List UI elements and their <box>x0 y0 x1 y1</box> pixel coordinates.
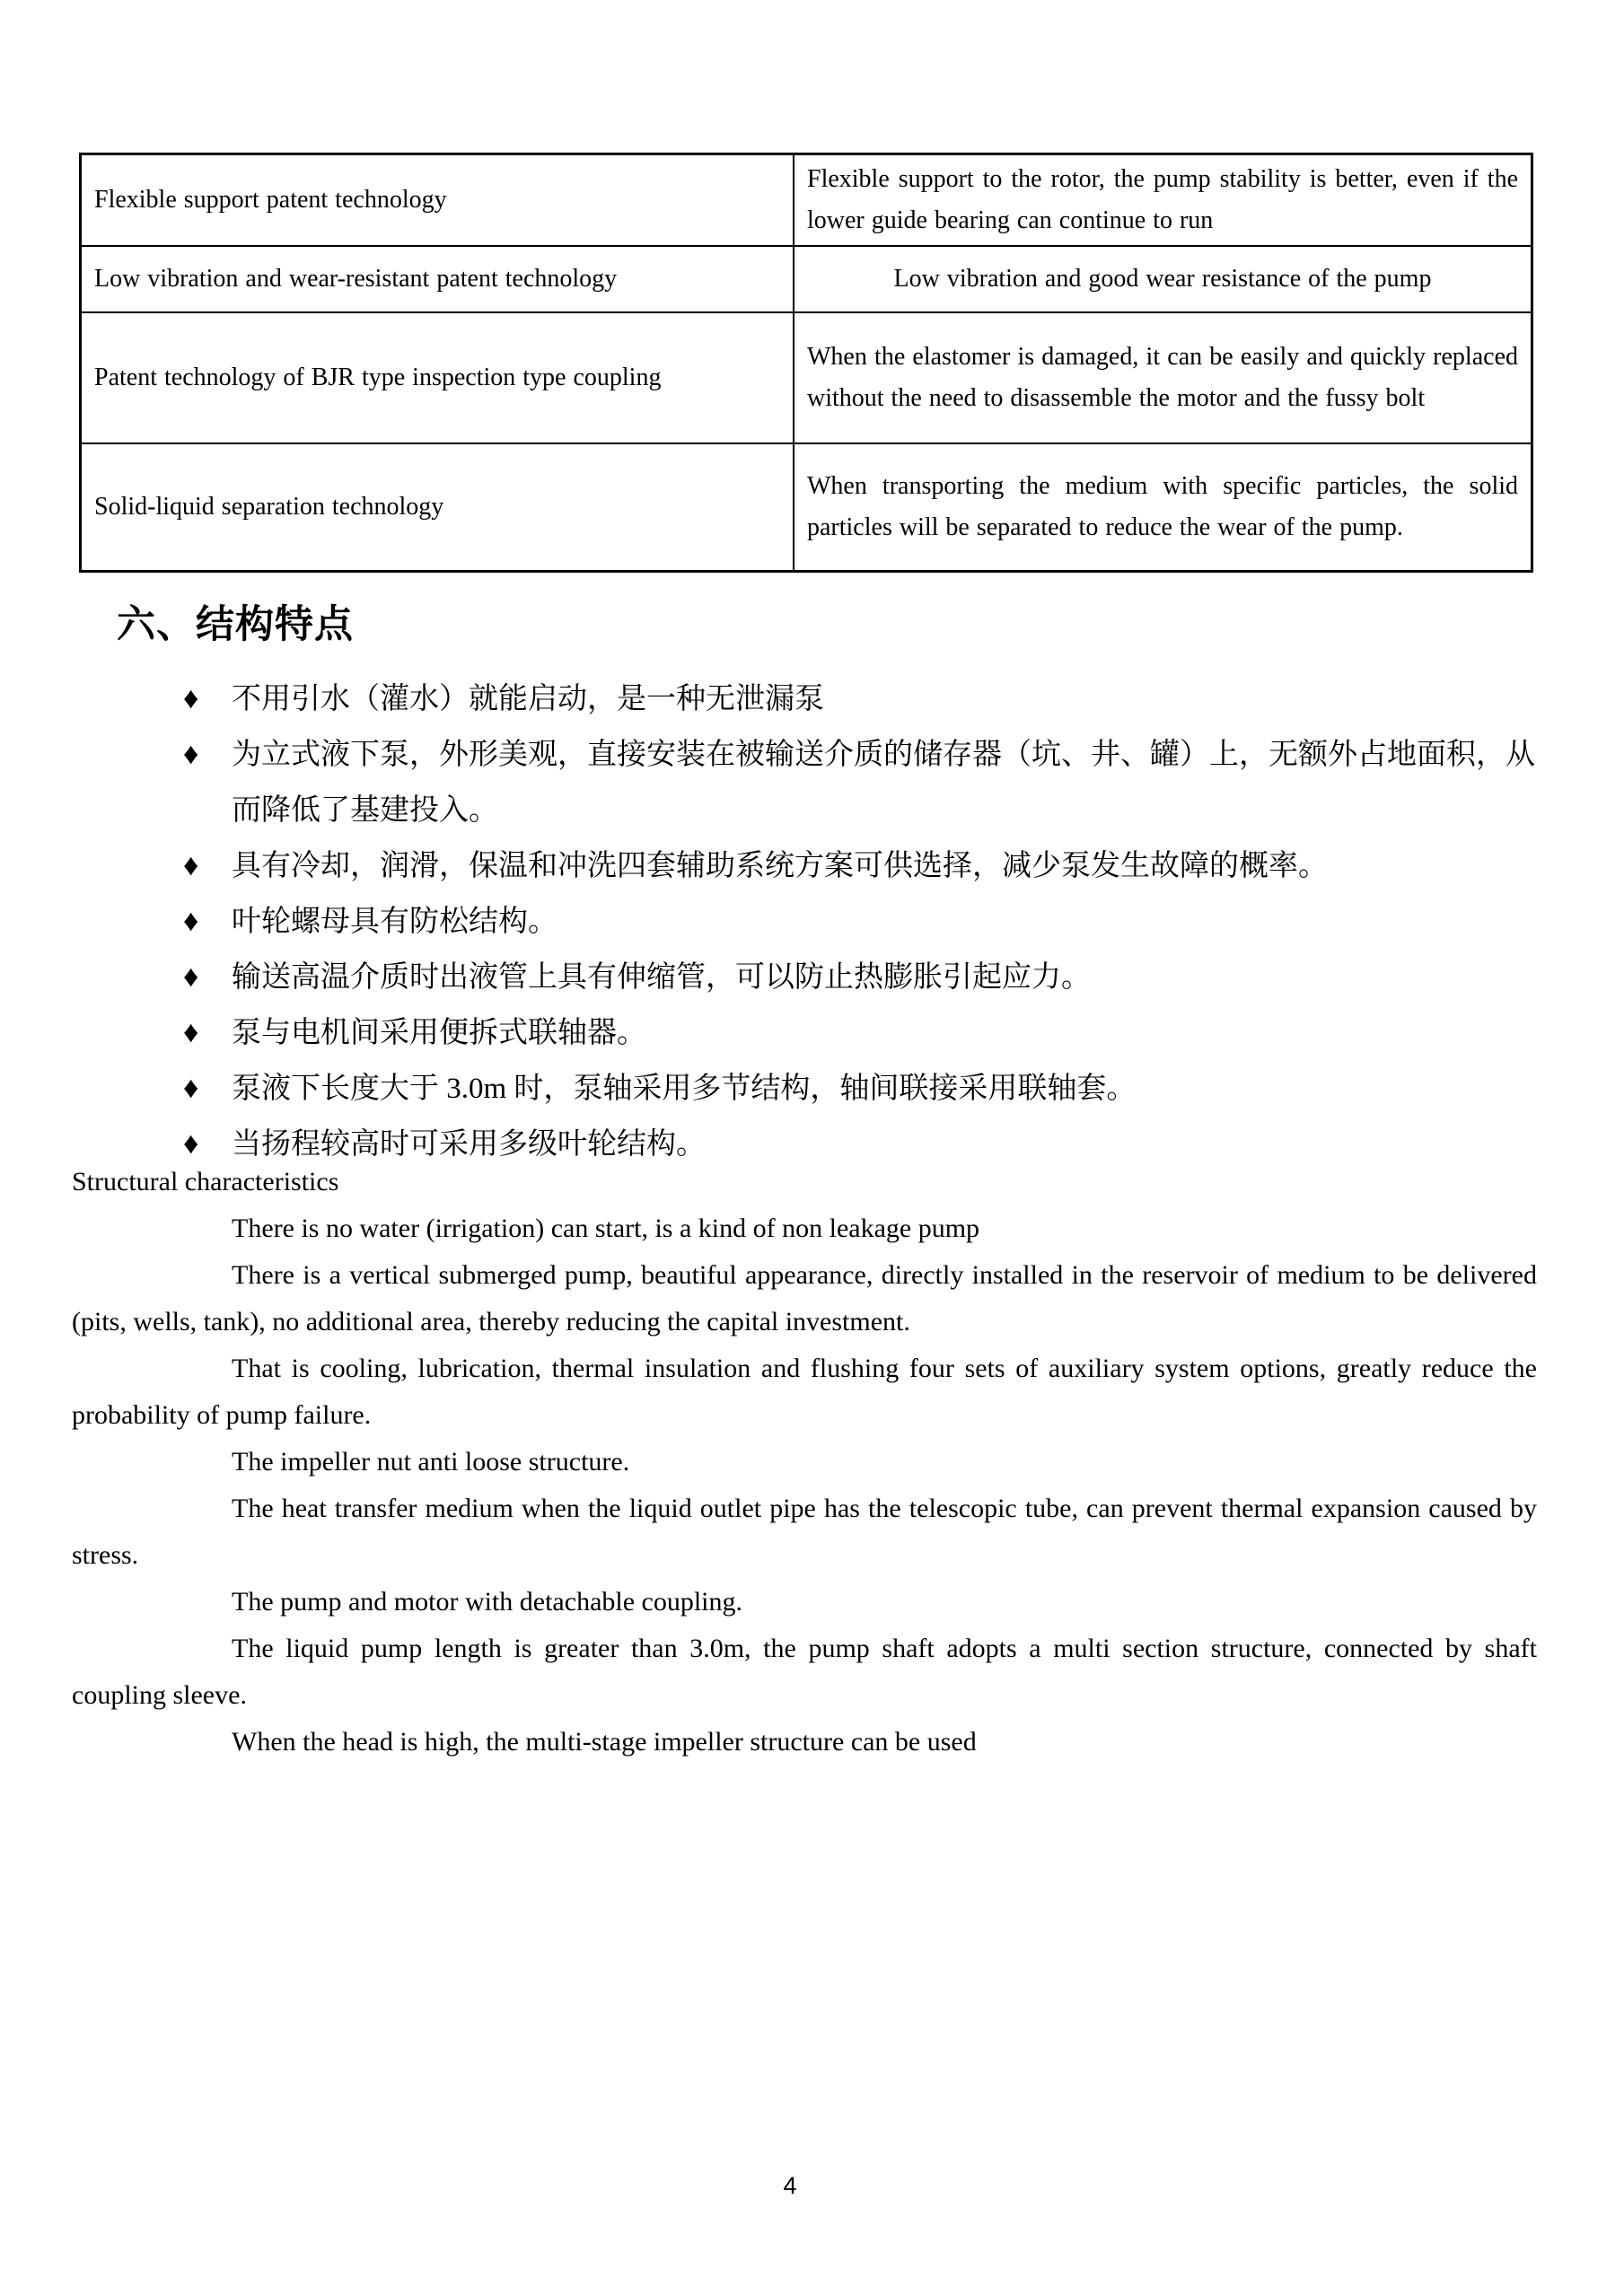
english-paragraph: When the head is high, the multi-stage impeller structure can be used <box>232 1727 977 1757</box>
section-heading: 六、结构特点 <box>117 604 354 646</box>
feature-name-cell: Flexible support patent technology <box>81 154 794 247</box>
list-item <box>0 1061 1624 1117</box>
table-row <box>81 246 1532 312</box>
feature-name-cell: Solid-liquid separation technology <box>81 443 794 571</box>
english-title: Structural characteristics <box>72 1167 339 1196</box>
list-item <box>0 838 1624 894</box>
english-paragraph: The impeller nut anti loose structure. <box>232 1447 630 1477</box>
diamond-bullet-icon: ♦ <box>183 1016 199 1049</box>
diamond-bullet-icon: ♦ <box>183 1127 199 1161</box>
diamond-bullet-icon: ♦ <box>183 905 199 938</box>
list-item <box>0 727 1624 838</box>
list-item-text: 泵液下长度大于 3.0m 时，泵轴采用多节结构，轴间联接采用联轴套。 <box>232 1073 1137 1105</box>
table-row <box>81 443 1532 571</box>
list-item-text: 具有冷却，润滑，保温和冲洗四套辅助系统方案可供选择，减少泵发生故障的概率。 <box>232 850 1328 882</box>
feature-description-cell: When the elastomer is damaged, it can be easily and quickly replaced without the need to disassemble the motor and the fussy bolt <box>794 312 1532 443</box>
diamond-bullet-icon: ♦ <box>183 682 199 715</box>
diamond-bullet-icon: ♦ <box>183 1072 199 1105</box>
diamond-bullet-icon: ♦ <box>183 849 199 882</box>
table-row <box>81 312 1532 443</box>
english-paragraph: The heat transfer medium when the liquid outlet pipe has the telescopic tube, can prevent thermal expansion caused by stress. <box>72 1494 1537 1570</box>
structure-feature-list <box>0 671 1624 1172</box>
list-item <box>0 1005 1624 1061</box>
english-paragraph: The liquid pump length is greater than 3.0m, the pump shaft adopts a multi section structure, connected by shaft coupling sleeve. <box>72 1634 1537 1710</box>
english-paragraph: The pump and motor with detachable coupling. <box>232 1587 743 1617</box>
list-item <box>0 671 1624 727</box>
patent-technology-table <box>79 153 1533 573</box>
list-item <box>0 950 1624 1005</box>
feature-description-cell: When transporting the medium with specific particles, the solid particles will be separated to reduce the wear of the pump. <box>794 443 1532 571</box>
page-number: 4 <box>783 2172 797 2199</box>
english-paragraph: There is a vertical submerged pump, beautiful appearance, directly installed in the reservoir of medium to be delivered (pits, wells, tank), no additional area, thereby reducing the capital investment. <box>72 1260 1537 1336</box>
list-item <box>0 894 1624 950</box>
diamond-bullet-icon: ♦ <box>183 960 199 994</box>
diamond-bullet-icon: ♦ <box>183 738 199 771</box>
feature-name-cell: Patent technology of BJR type inspection type coupling <box>81 312 794 443</box>
feature-description-cell: Low vibration and good wear resistance of the pump <box>794 246 1532 312</box>
list-item-text: 为立式液下泵，外形美观，直接安装在被输送介质的储存器（坑、井、罐）上，无额外占地面积，从而降低了基建投入。 <box>232 739 1535 827</box>
feature-description-cell: Flexible support to the rotor, the pump stability is better, even if the lower guide bearing can continue to run <box>794 154 1532 247</box>
list-item-text: 输送高温介质时出液管上具有伸缩管，可以防止热膨胀引起应力。 <box>232 961 1091 994</box>
english-translation-block <box>72 1159 1537 1766</box>
list-item-text: 当扬程较高时可采用多级叶轮结构。 <box>232 1128 706 1161</box>
list-item-text: 不用引水（灌水）就能启动，是一种无泄漏泵 <box>232 683 824 715</box>
feature-name-cell: Low vibration and wear-resistant patent technology <box>81 246 794 312</box>
english-paragraph: There is no water (irrigation) can start, is a kind of non leakage pump <box>232 1214 980 1243</box>
list-item-text: 叶轮螺母具有防松结构。 <box>232 906 557 938</box>
list-item-text: 泵与电机间采用便拆式联轴器。 <box>232 1017 646 1049</box>
table-row <box>81 154 1532 247</box>
english-paragraph: That is cooling, lubrication, thermal insulation and flushing four sets of auxiliary system options, greatly reduce the probability of pump failure. <box>72 1354 1537 1430</box>
